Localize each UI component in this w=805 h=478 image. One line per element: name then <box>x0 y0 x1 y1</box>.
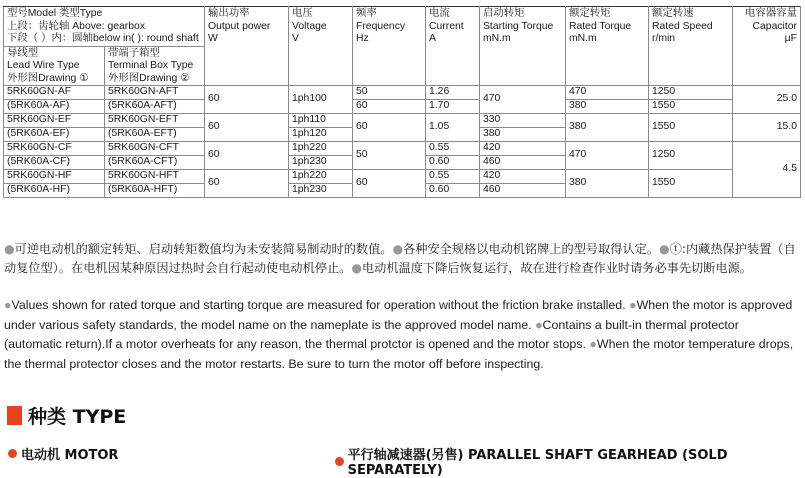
lead-model-round: (5RK60A-EF) <box>4 128 105 142</box>
terminal-model: 5RK60GN-HFT <box>105 170 205 184</box>
col-rated-speed: 额定转速 Rated Speed r/min <box>649 7 733 86</box>
terminal-model-round: (5RK60A-AFT) <box>105 100 205 114</box>
rated-torque: 380 <box>566 100 649 114</box>
model-type-header <box>4 7 205 47</box>
terminal-box-header: 带端子箱型 Terminal Box Type 外形图Drawing ② <box>105 46 205 86</box>
rated-speed: 1250 <box>649 86 733 100</box>
frequency: 50 <box>353 86 426 100</box>
note-paragraph-en <box>4 296 800 374</box>
col-rated-torque: 额定转矩 Rated Torque mN.m <box>566 7 649 86</box>
rated-torque: 470 <box>566 86 649 100</box>
terminal-model: 5RK60GN-EFT <box>105 114 205 128</box>
rated-torque: 380 <box>566 170 649 198</box>
note-paragraph-cn <box>4 240 800 278</box>
lead-model-round: (5RK60A-AF) <box>4 100 105 114</box>
gearhead-label: 平行轴减速器(另售) PARALLEL SHAFT GEARHEAD (SOLD SEPARATELY) <box>347 448 728 478</box>
frequency: 60 <box>353 114 426 142</box>
lead-wire-header: 导线型 Lead Wire Type 外形图Drawing ① <box>4 46 105 86</box>
bullet-dot-icon <box>335 457 344 466</box>
table-row <box>4 170 801 184</box>
rated-speed: 1550 <box>649 100 733 114</box>
lead-model: 5RK60GN-EF <box>4 114 105 128</box>
voltage: 1ph120 <box>289 128 353 142</box>
starting-torque: 330 <box>480 114 566 128</box>
current: 1.70 <box>426 100 480 114</box>
rated-torque: 470 <box>566 142 649 170</box>
voltage: 1ph230 <box>289 184 353 198</box>
terminal-model-round: (5RK60A-EFT) <box>105 128 205 142</box>
power: 60 <box>205 114 289 142</box>
rated-torque: 380 <box>566 114 649 142</box>
terminal-model: 5RK60GN-AFT <box>105 86 205 100</box>
col-capacitor: 电容器容量 Capacitor μF <box>733 7 801 86</box>
capacitor: 15.0 <box>733 114 801 142</box>
col-voltage: 电压 Voltage V <box>289 7 353 86</box>
lower-note: 下段（ ）内：圆轴below in( ): round shaft <box>7 33 199 44</box>
starting-torque: 380 <box>480 128 566 142</box>
frequency: 50 <box>353 142 426 170</box>
note-cn-1: 可逆电动机的额定转矩、启动转矩数值均为未安装简易制动时的数值。 <box>14 242 393 256</box>
power: 60 <box>205 170 289 198</box>
upper-note: 上段：齿轮轴 Above: gearbox <box>7 20 146 32</box>
capacitor: 4.5 <box>733 142 801 198</box>
starting-torque: 460 <box>480 156 566 170</box>
notes-chinese <box>4 240 800 278</box>
section-heading <box>7 402 126 429</box>
rated-speed: 1250 <box>649 142 733 170</box>
starting-torque: 420 <box>480 142 566 156</box>
section-title-text: 种类 TYPE <box>28 406 127 428</box>
power: 60 <box>205 86 289 114</box>
current: 0.55 <box>426 170 480 184</box>
gearhead-subheading <box>335 444 805 478</box>
bullet-dot-icon <box>8 449 17 458</box>
current: 0.60 <box>426 156 480 170</box>
capacitor: 25.0 <box>733 86 801 114</box>
bullet-icon: ● <box>4 298 12 312</box>
model-header-label: 型号Model 类型Type <box>7 8 103 19</box>
starting-torque: 470 <box>480 86 566 114</box>
bullet-icon: ● <box>535 317 543 332</box>
col-current: 电流 Current A <box>426 7 480 86</box>
lead-model: 5RK60GN-CF <box>4 142 105 156</box>
voltage: 1ph220 <box>289 142 353 156</box>
current: 1.26 <box>426 86 480 100</box>
current: 0.55 <box>426 142 480 156</box>
current: 0.60 <box>426 184 480 198</box>
lead-model-round: (5RK60A-HF) <box>4 184 105 198</box>
note-cn-2: 各种安全规格以电动机铭牌上的型号取得认定。 <box>403 242 660 256</box>
voltage: 1ph220 <box>289 170 353 184</box>
col-output: 输出功率 Output power W <box>205 7 289 86</box>
starting-torque: 420 <box>480 170 566 184</box>
table-row <box>4 114 801 128</box>
bullet-icon: ● <box>589 337 597 351</box>
rated-speed: 1550 <box>649 114 733 142</box>
bullet-icon: ● <box>392 242 404 256</box>
motor-label: 电动机 MOTOR <box>21 448 119 463</box>
terminal-model-round: (5RK60A-HFT) <box>105 184 205 198</box>
col-frequency: 频率 Frequency Hz <box>353 7 426 86</box>
bullet-icon: ● <box>351 261 362 275</box>
col-starting-torque: 启动转矩 Starting Torque mN.m <box>480 7 566 86</box>
lead-model: 5RK60GN-HF <box>4 170 105 184</box>
voltage: 1ph110 <box>289 114 353 128</box>
note-en-2: When the motor is approved under various safety standards, the model name on the nameplate is the approved model name. <box>4 298 793 332</box>
current: 1.05 <box>426 114 480 142</box>
terminal-model-round: (5RK60A-CFT) <box>105 156 205 170</box>
frequency: 60 <box>353 100 426 114</box>
table-row <box>4 142 801 156</box>
motor-subheading <box>8 444 118 463</box>
note-en-1: Values shown for rated torque and starting torque are measured for operation without the friction brake installed. <box>11 298 626 312</box>
notes-english <box>4 296 800 374</box>
rated-speed: 1550 <box>649 170 733 198</box>
note-cn-3: ⓣ:内藏热保护装置（自动复位型）。在电机因某种原因过热时会自行起动使电动机停止。 <box>4 242 796 275</box>
header-row-top <box>4 7 801 47</box>
lead-model: 5RK60GN-AF <box>4 86 105 100</box>
table-row <box>4 86 801 100</box>
voltage: 1ph100 <box>289 86 353 114</box>
bullet-icon: ● <box>4 242 15 256</box>
terminal-model: 5RK60GN-CFT <box>105 142 205 156</box>
note-en-3: Contains a built-in thermal protector (automatic return).If a motor overheats for any reason, the thermal protctor is opened and the motor stops. <box>4 317 739 351</box>
spec-table <box>3 6 801 198</box>
note-cn-4: 电动机温度下降后恢复运行，故在进行检查作业时请务必事先切断电源。 <box>361 261 752 275</box>
bullet-icon: ● <box>629 298 637 312</box>
frequency: 60 <box>353 170 426 198</box>
bullet-icon: ● <box>659 242 670 256</box>
lead-model-round: (5RK60A-CF) <box>4 156 105 170</box>
voltage: 1ph230 <box>289 156 353 170</box>
starting-torque: 460 <box>480 184 566 198</box>
table-row <box>4 100 801 114</box>
power: 60 <box>205 142 289 170</box>
section-marker-icon <box>7 406 22 425</box>
note-en-4: When the motor temperature drops, the thermal protector closes and the motor restarts. Be sure to turn the motor off before inspecting. <box>4 337 794 371</box>
